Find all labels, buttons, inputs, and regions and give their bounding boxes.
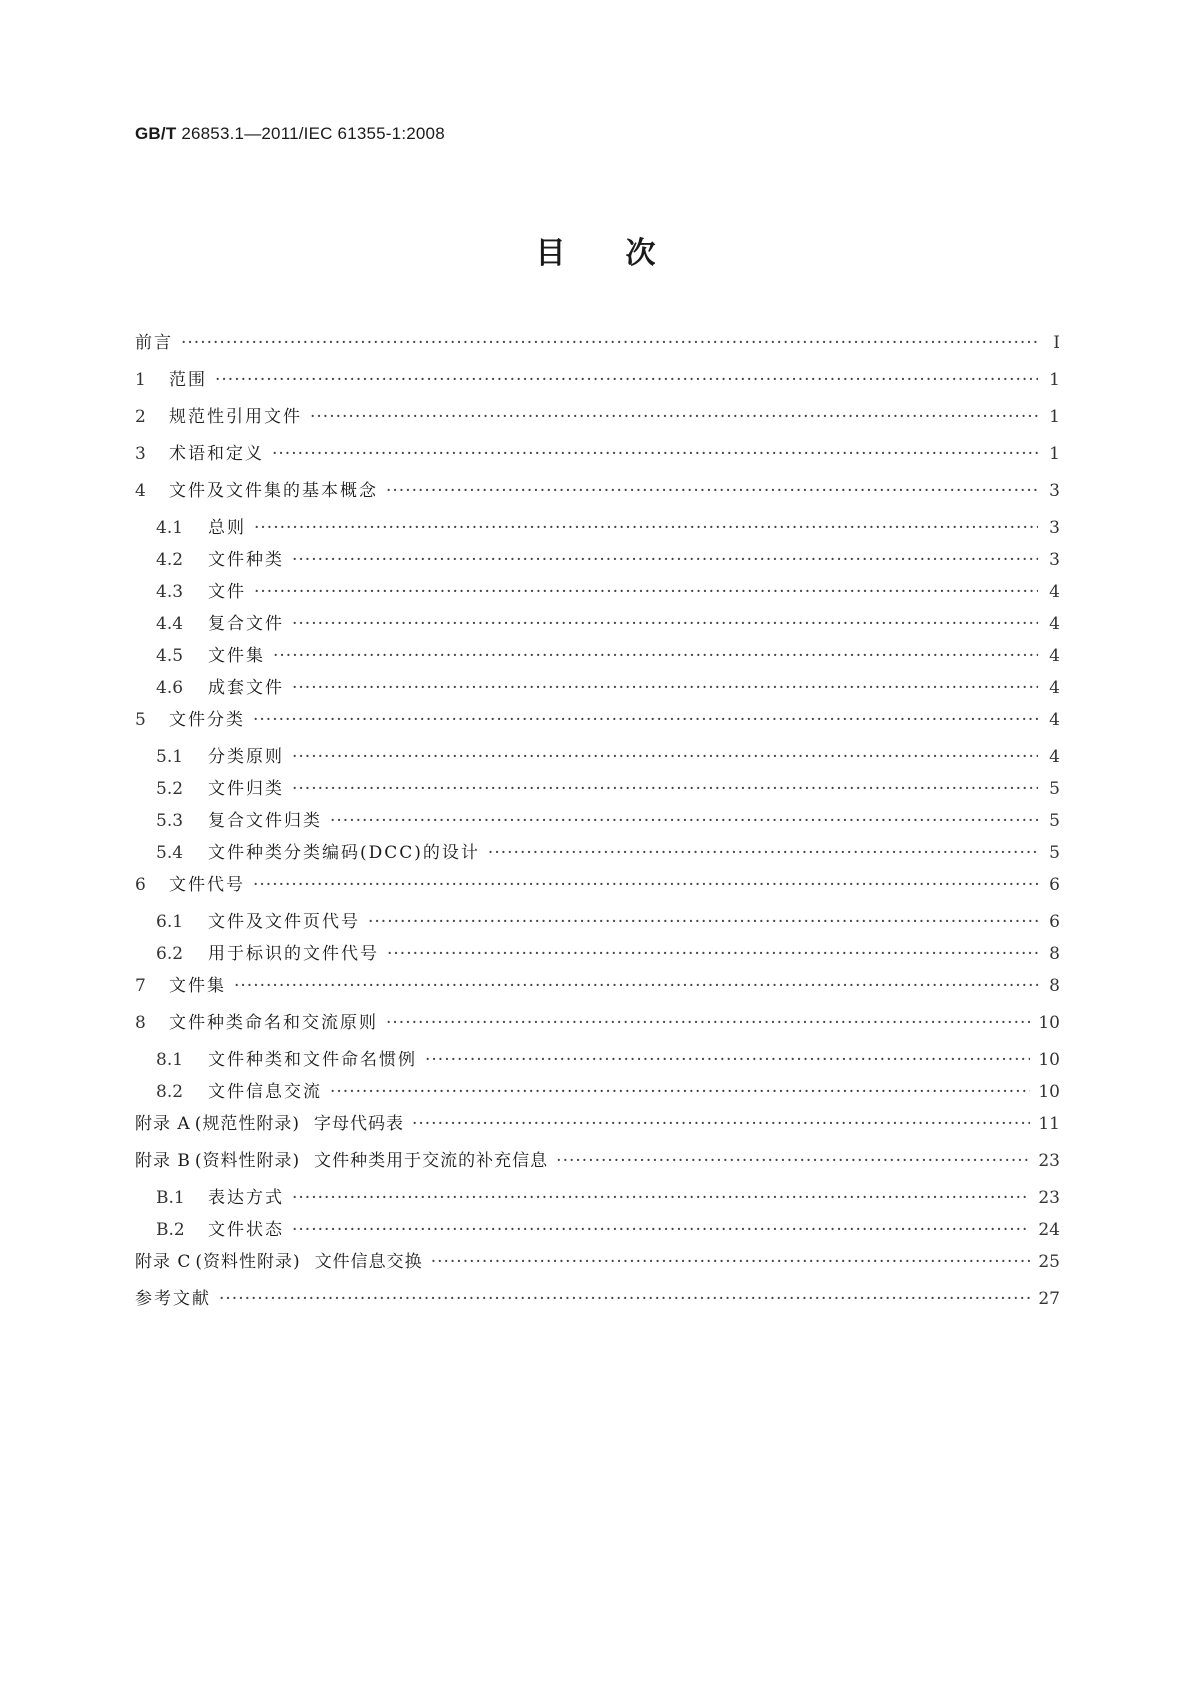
toc-page-number: 10 [1038, 1082, 1060, 1102]
toc-entry[interactable] [135, 939, 1060, 971]
toc-leader-dots [272, 444, 1038, 464]
toc-page-number: Ⅰ [1053, 333, 1060, 353]
toc-leader-dots [386, 481, 1038, 501]
toc-appendix-kind: (资料性附录) [194, 1151, 301, 1171]
toc-leader-dots [292, 1188, 1030, 1208]
standard-code-header [135, 124, 445, 144]
toc-leader-dots [368, 912, 1038, 932]
toc-leader-dots [310, 407, 1038, 427]
toc-entry-number: 4.5 [156, 646, 184, 666]
toc-entry-number: 7 [135, 976, 146, 996]
toc-page-number: 3 [1049, 481, 1060, 501]
toc-entry[interactable] [135, 1109, 1060, 1146]
toc-page-number: 4 [1049, 747, 1060, 767]
toc-leader-dots [253, 875, 1038, 895]
toc-appendix-kind: (资料性附录) [195, 1252, 301, 1272]
toc-entry[interactable] [135, 907, 1060, 939]
toc-appendix-kind: (规范性附录) [194, 1114, 300, 1134]
toc-entry[interactable] [135, 365, 1060, 402]
toc-leader-dots [292, 779, 1038, 799]
toc-entry-label: 文件代号 [169, 875, 245, 895]
toc-entry-number: 8.1 [156, 1050, 184, 1070]
toc-entry[interactable] [135, 476, 1060, 513]
toc-leader-dots [330, 811, 1038, 831]
toc-entry-label: 复合文件 [208, 614, 284, 634]
toc-entry[interactable] [135, 705, 1060, 742]
toc-page-number: 6 [1049, 875, 1060, 895]
toc-page-number: 8 [1049, 976, 1060, 996]
toc-entry-label: 前言 [135, 333, 173, 353]
toc-entry-label: 文件及文件集的基本概念 [169, 481, 378, 501]
toc-entry-label: 文件种类和文件命名惯例 [208, 1050, 417, 1070]
toc-entry-number: 6 [135, 875, 146, 895]
toc-leader-dots [234, 976, 1038, 996]
toc-page-number: 24 [1038, 1220, 1060, 1240]
toc-entry[interactable] [135, 838, 1060, 870]
toc-page-number: 5 [1049, 779, 1060, 799]
toc-entry[interactable] [135, 439, 1060, 476]
toc-entry[interactable] [135, 1146, 1060, 1183]
toc-page-number: 1 [1049, 370, 1060, 390]
toc-entry-label: 文件集 [208, 646, 265, 666]
toc-appendix-title: 字母代码表 [313, 1114, 404, 1134]
toc-leader-dots [425, 1050, 1030, 1070]
toc-entry-label: 文件归类 [208, 779, 284, 799]
toc-entry-number: 4.1 [156, 518, 184, 538]
toc-entry-number: 4.6 [156, 678, 184, 698]
toc-entry-number: 4.4 [156, 614, 184, 634]
toc-entry-number: 1 [135, 370, 146, 390]
toc-page-number: 1 [1049, 407, 1060, 427]
table-of-contents [135, 328, 1060, 1321]
toc-entry[interactable] [135, 609, 1060, 641]
toc-entry[interactable] [135, 806, 1060, 838]
toc-leader-dots [330, 1082, 1030, 1102]
toc-entry-number: B.2 [156, 1220, 185, 1240]
toc-entry-label: 术语和定义 [169, 444, 264, 464]
toc-entry-number: 2 [135, 407, 146, 427]
toc-leader-dots [387, 944, 1038, 964]
toc-entry[interactable] [135, 1247, 1060, 1284]
toc-entry-label: 附录 A [135, 1114, 191, 1134]
standard-code-prefix: GB/T [135, 124, 177, 143]
toc-entry-label: 文件集 [169, 976, 226, 996]
toc-page-number: 23 [1038, 1151, 1060, 1171]
toc-entry-label: 文件状态 [208, 1220, 284, 1240]
toc-page-number: 4 [1049, 710, 1060, 730]
toc-leader-dots [386, 1013, 1030, 1033]
toc-entry[interactable] [135, 641, 1060, 673]
toc-page-number: 1 [1049, 444, 1060, 464]
toc-page-number: 5 [1049, 843, 1060, 863]
toc-page-number: 23 [1038, 1188, 1060, 1208]
toc-leader-dots [431, 1252, 1031, 1272]
toc-entry[interactable] [135, 1215, 1060, 1247]
toc-leader-dots [292, 747, 1038, 767]
toc-entry[interactable] [135, 971, 1060, 1008]
toc-entry-label: 分类原则 [208, 747, 284, 767]
toc-entry-label: 参考文献 [135, 1289, 211, 1309]
toc-entry-number: 4.2 [156, 550, 184, 570]
toc-leader-dots [412, 1114, 1030, 1134]
toc-entry[interactable] [135, 328, 1060, 365]
toc-entry-label: 总则 [208, 518, 246, 538]
toc-entry-label: 文件 [208, 582, 246, 602]
toc-page-number: 27 [1038, 1289, 1060, 1309]
standard-code-number: 26853.1—2011/IEC 61355-1:2008 [176, 124, 445, 143]
toc-entry-number: 6.2 [156, 944, 184, 964]
toc-entry-number: 8 [135, 1013, 146, 1033]
toc-entry-number: 5.3 [156, 811, 184, 831]
toc-entry-label: 表达方式 [208, 1188, 284, 1208]
toc-entry-label: 附录 B [135, 1151, 191, 1171]
toc-entry-number: 5 [135, 710, 146, 730]
toc-leader-dots [292, 678, 1038, 698]
page-title: 目次 [535, 236, 716, 271]
toc-page-number: 4 [1049, 582, 1060, 602]
toc-entry-number: 4 [135, 481, 146, 501]
toc-entry[interactable] [135, 870, 1060, 907]
toc-leader-dots [253, 710, 1038, 730]
toc-entry-label: 文件信息交流 [208, 1082, 322, 1102]
toc-page-number: 11 [1038, 1114, 1060, 1134]
toc-entry-label: 范围 [169, 370, 207, 390]
toc-entry-label: 文件及文件页代号 [208, 912, 360, 932]
toc-entry-number: 5.4 [156, 843, 184, 863]
toc-leader-dots [254, 518, 1038, 538]
toc-entry[interactable] [135, 1008, 1060, 1045]
toc-entry-label: 文件种类 [208, 550, 284, 570]
toc-entry[interactable] [135, 742, 1060, 774]
toc-leader-dots [292, 550, 1038, 570]
toc-entry-number: 8.2 [156, 1082, 184, 1102]
toc-entry-number: 5.2 [156, 779, 184, 799]
toc-entry[interactable] [135, 402, 1060, 439]
toc-page-number: 3 [1049, 550, 1060, 570]
toc-leader-dots [292, 614, 1038, 634]
toc-entry-number: 3 [135, 444, 146, 464]
toc-entry[interactable] [135, 545, 1060, 577]
toc-leader-dots [219, 1289, 1030, 1309]
toc-entry[interactable] [135, 1077, 1060, 1109]
toc-entry-number: B.1 [156, 1188, 185, 1208]
toc-entry[interactable] [135, 1045, 1060, 1077]
toc-entry-label: 规范性引用文件 [169, 407, 302, 427]
toc-leader-dots [488, 843, 1038, 863]
toc-leader-dots [181, 333, 1038, 353]
toc-entry-number: 6.1 [156, 912, 184, 932]
toc-entry[interactable] [135, 1284, 1060, 1321]
toc-page-number: 8 [1049, 944, 1060, 964]
toc-leader-dots [273, 646, 1038, 666]
toc-page-number: 10 [1038, 1013, 1060, 1033]
toc-page-number: 3 [1049, 518, 1060, 538]
toc-entry-label: 文件种类命名和交流原则 [169, 1013, 378, 1033]
toc-entry-label: 用于标识的文件代号 [208, 944, 379, 964]
toc-page-number: 4 [1049, 646, 1060, 666]
toc-entry-number: 5.1 [156, 747, 184, 767]
toc-leader-dots [556, 1151, 1030, 1171]
toc-entry[interactable] [135, 577, 1060, 609]
toc-page-number: 6 [1049, 912, 1060, 932]
toc-entry-label: 成套文件 [208, 678, 284, 698]
toc-entry-label: 附录 C [135, 1252, 192, 1272]
toc-entry[interactable] [135, 774, 1060, 806]
toc-page-number: 5 [1049, 811, 1060, 831]
toc-entry-label: 文件分类 [169, 710, 245, 730]
toc-appendix-title: 文件信息交换 [314, 1252, 423, 1272]
toc-leader-dots [215, 370, 1038, 390]
toc-leader-dots [254, 582, 1038, 602]
toc-appendix-title: 文件种类用于交流的补充信息 [314, 1151, 549, 1171]
toc-entry[interactable] [135, 673, 1060, 705]
toc-entry[interactable] [135, 513, 1060, 545]
toc-leader-dots [292, 1220, 1030, 1240]
toc-page-number: 4 [1049, 678, 1060, 698]
toc-entry-label: 复合文件归类 [208, 811, 322, 831]
toc-entry-number: 4.3 [156, 582, 184, 602]
toc-page-number: 4 [1049, 614, 1060, 634]
toc-entry-label: 文件种类分类编码(DCC)的设计 [208, 843, 480, 863]
toc-entry[interactable] [135, 1183, 1060, 1215]
toc-page-number: 10 [1038, 1050, 1060, 1070]
toc-page-number: 25 [1038, 1252, 1060, 1272]
